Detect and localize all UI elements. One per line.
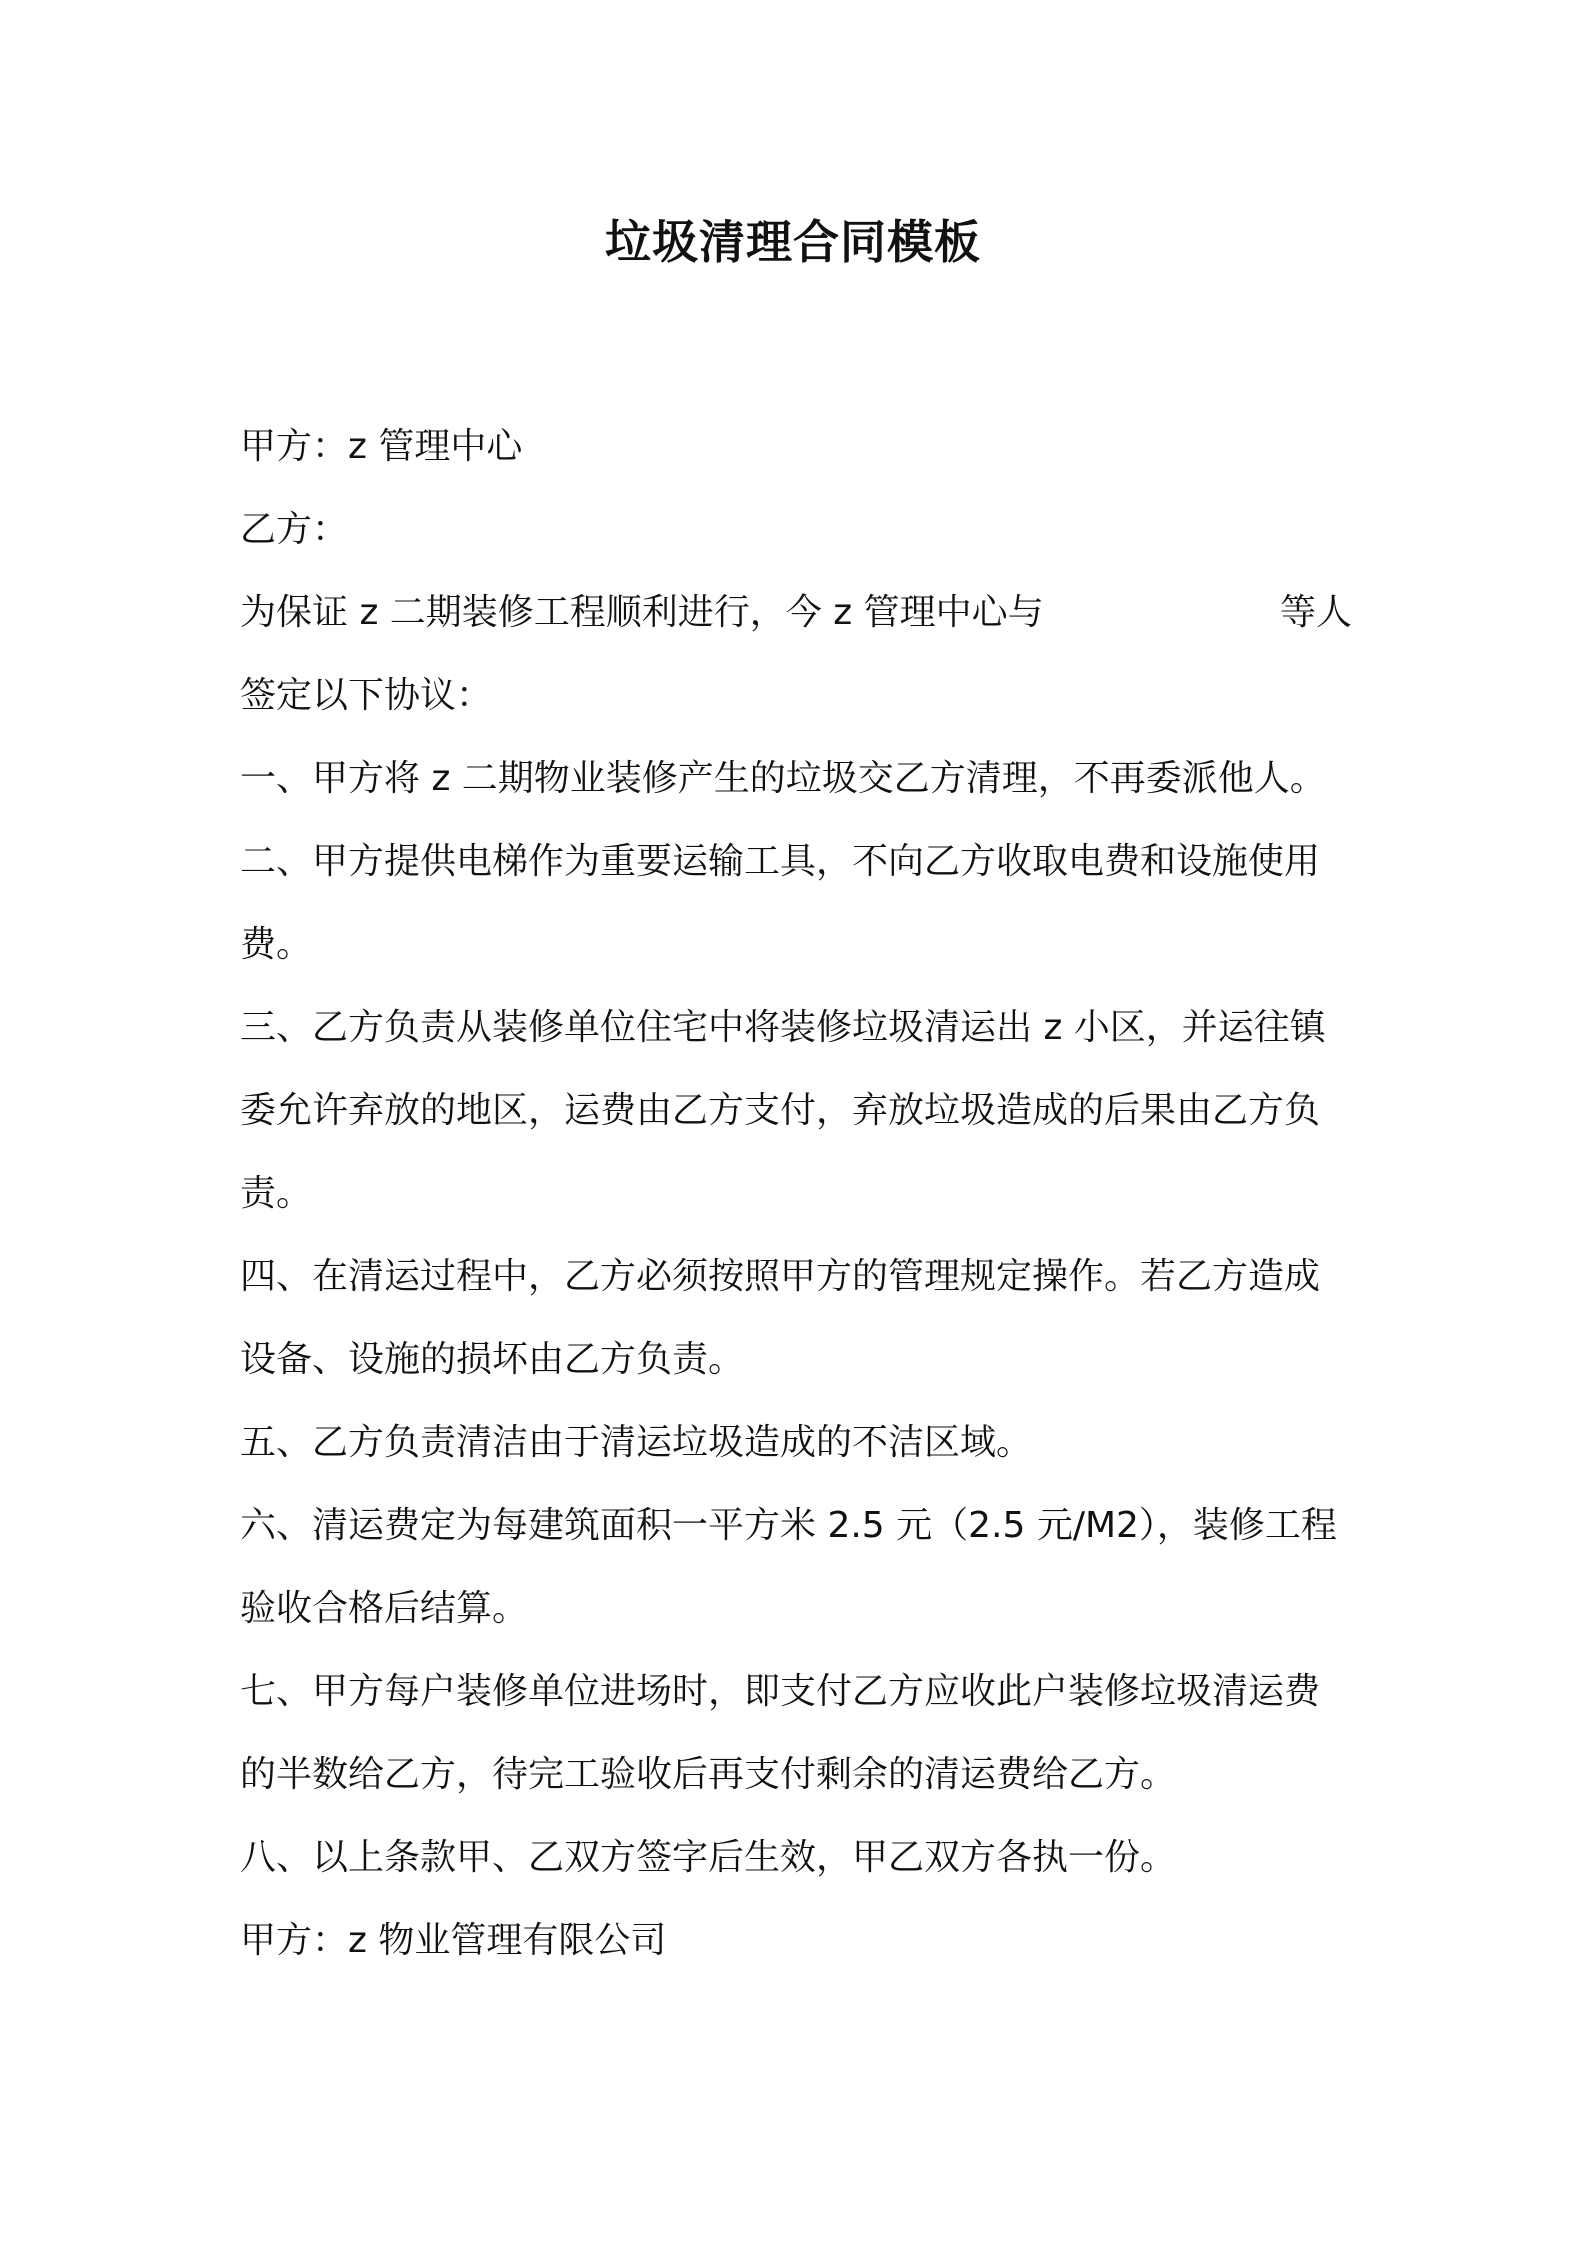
intro-line	[240, 571, 1352, 654]
clause-2-line-1: 二、甲方提供电梯作为重要运输工具，不向乙方收取电费和设施使用	[240, 841, 1321, 882]
clause-3-line-3: 责。	[240, 1173, 313, 1214]
intro-text: 为保证 z 二期装修工程顺利进行，今 z 管理中心与	[240, 592, 1044, 633]
clause-6-line-1: 六、清运费定为每建筑面积一平方米 2.5 元（2.5 元/M2），装修工程	[240, 1505, 1337, 1546]
intro-continuation: 签定以下协议：	[240, 675, 493, 716]
clause-1: 一、甲方将 z 二期物业装修产生的垃圾交乙方清理，不再委派他人。	[240, 758, 1326, 799]
clause-4-line-1: 四、在清运过程中，乙方必须按照甲方的管理规定操作。若乙方造成	[240, 1256, 1321, 1297]
party-a-line: 甲方：z 管理中心	[240, 426, 523, 467]
clause-3-line-2: 委允许弃放的地区，运费由乙方支付，弃放垃圾造成的后果由乙方负	[240, 1090, 1321, 1131]
party-b-line: 乙方：	[240, 509, 349, 550]
clause-2-line-2: 费。	[240, 924, 313, 965]
clause-7-line-1: 七、甲方每户装修单位进场时，即支付乙方应收此户装修垃圾清运费	[240, 1671, 1321, 1712]
document-body	[240, 405, 1352, 1982]
clause-6-line-2: 验收合格后结算。	[240, 1588, 529, 1629]
clause-5: 五、乙方负责清洁由于清运垃圾造成的不洁区域。	[240, 1422, 1033, 1463]
clause-3-line-1: 三、乙方负责从装修单位住宅中将装修垃圾清运出 z 小区，并运往镇	[240, 1007, 1326, 1048]
document-title: 垃圾清理合同模板	[605, 215, 981, 269]
signature-party-a: 甲方：z 物业管理有限公司	[240, 1920, 667, 1961]
intro-suffix: 等人	[1279, 592, 1352, 633]
clause-4-line-2: 设备、设施的损坏由乙方负责。	[240, 1339, 745, 1380]
clause-7-line-2: 的半数给乙方，待完工验收后再支付剩余的清运费给乙方。	[240, 1754, 1177, 1795]
clause-8: 八、以上条款甲、乙双方签字后生效，甲乙双方各执一份。	[240, 1837, 1177, 1878]
